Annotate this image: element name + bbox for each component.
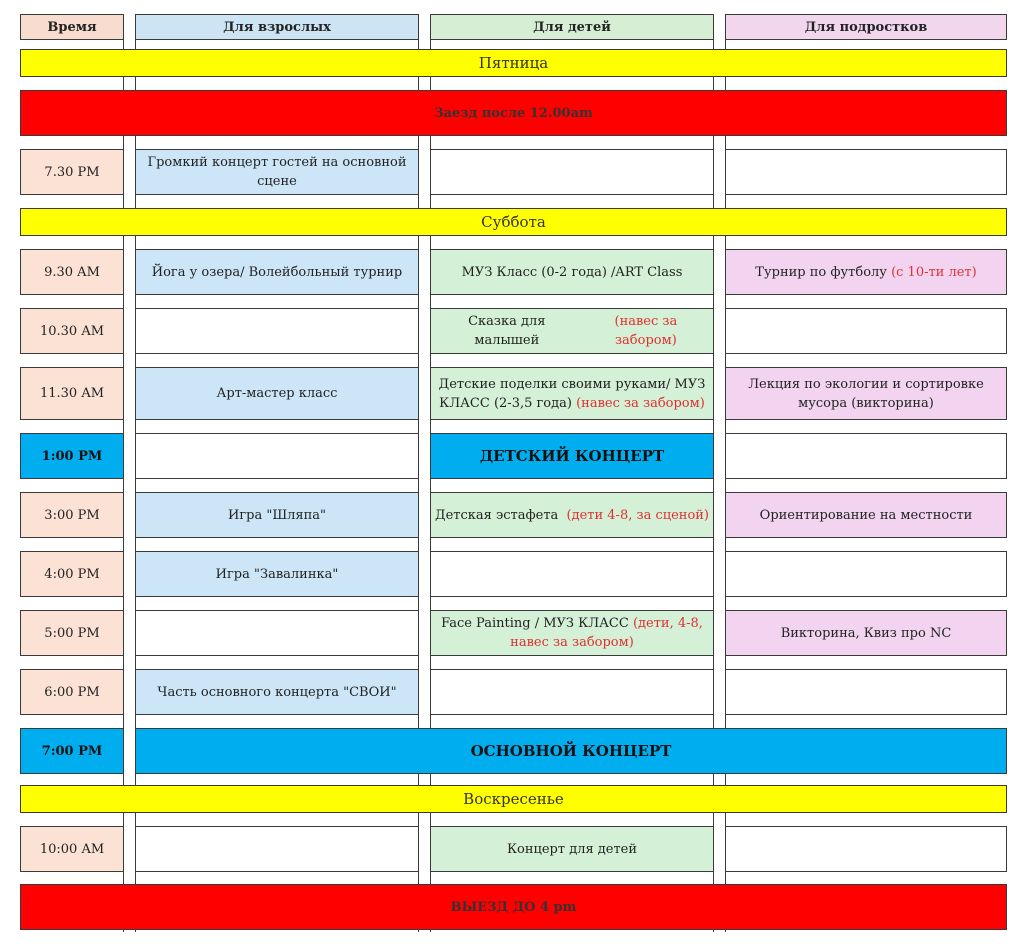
event-teens [725,308,1007,354]
event-kids [430,308,714,354]
time-cell: 10.30 AM [20,308,124,354]
time-cell: 6:00 PM [20,669,124,715]
event-note: (дети 4-8, за сценой) [566,507,710,523]
event-teens: Лекция по экологии и сортировке мусора (викторина) [725,367,1007,420]
checkin-band: Заезд после 12.00am [20,90,1007,136]
event-adults: Игра "Шляпа" [135,492,419,538]
header-time: Время [20,14,124,40]
event-text: Детская эстафета [435,507,559,523]
time-cell: 11.30 AM [20,367,124,420]
event-note: (с 10-ти лет) [891,264,977,280]
checkout-band: ВЫЕЗД ДО 4 pm [20,884,1007,930]
day-band-sunday: Воскресенье [20,785,1007,813]
event-kids [430,669,714,715]
day-band-saturday: Суббота [20,208,1007,236]
day-band-friday: Пятница [20,49,1007,77]
time-cell: 3:00 PM [20,492,124,538]
time-cell: 7:00 PM [20,728,124,774]
event-text: Face Painting / МУЗ КЛАСС [441,616,629,631]
event-kids [430,367,714,420]
event-text: Детские поделки своими руками/ МУЗ КЛАСС (2-3,5 года) [438,376,706,411]
event-kids [430,551,714,597]
event-adults [135,610,419,656]
time-cell: 7.30 PM [20,149,124,195]
event-text: Турнир по футболу [755,264,887,280]
event-adults: Игра "Завалинка" [135,551,419,597]
event-teens [725,249,1007,295]
event-teens: Викторина, Квиз про NC [725,610,1007,656]
schedule-table [20,14,1007,932]
event-adults: Часть основного концерта "СВОИ" [135,669,419,715]
event-adults [135,826,419,872]
main-concert: ОСНОВНОЙ КОНЦЕРТ [135,728,1007,774]
event-teens [725,551,1007,597]
time-cell: 9.30 AM [20,249,124,295]
event-kids [430,492,714,538]
event-teens [725,669,1007,715]
time-cell: 4:00 PM [20,551,124,597]
event-kids: МУЗ Класс (0-2 года) /ART Class [430,249,714,295]
header-adults: Для взрослых [135,14,419,40]
event-adults: Арт-мастер класс [135,367,419,420]
event-note: (навес за забором) [614,314,678,348]
event-note: (дети, 4-8, навес за забором) [510,616,703,650]
header-teens: Для подростков [725,14,1007,40]
event-teens [725,826,1007,872]
event-kids [430,149,714,195]
event-note: (навес за забором) [576,395,705,411]
event-kids: Концерт для детей [430,826,714,872]
time-cell: 10:00 AM [20,826,124,872]
event-adults: Громкий концерт гостей на основной сцене [135,149,419,195]
event-adults [135,433,419,479]
event-teens: Ориентирование на местности [725,492,1007,538]
header-kids: Для детей [430,14,714,40]
time-cell: 1:00 PM [20,433,124,479]
event-text: Сказка для малышей [468,314,546,348]
event-teens [725,149,1007,195]
kids-concert: ДЕТСКИЙ КОНЦЕРТ [430,433,714,479]
event-kids [430,610,714,656]
event-adults [135,308,419,354]
event-teens [725,433,1007,479]
event-adults: Йога у озера/ Волейбольный турнир [135,249,419,295]
time-cell: 5:00 PM [20,610,124,656]
